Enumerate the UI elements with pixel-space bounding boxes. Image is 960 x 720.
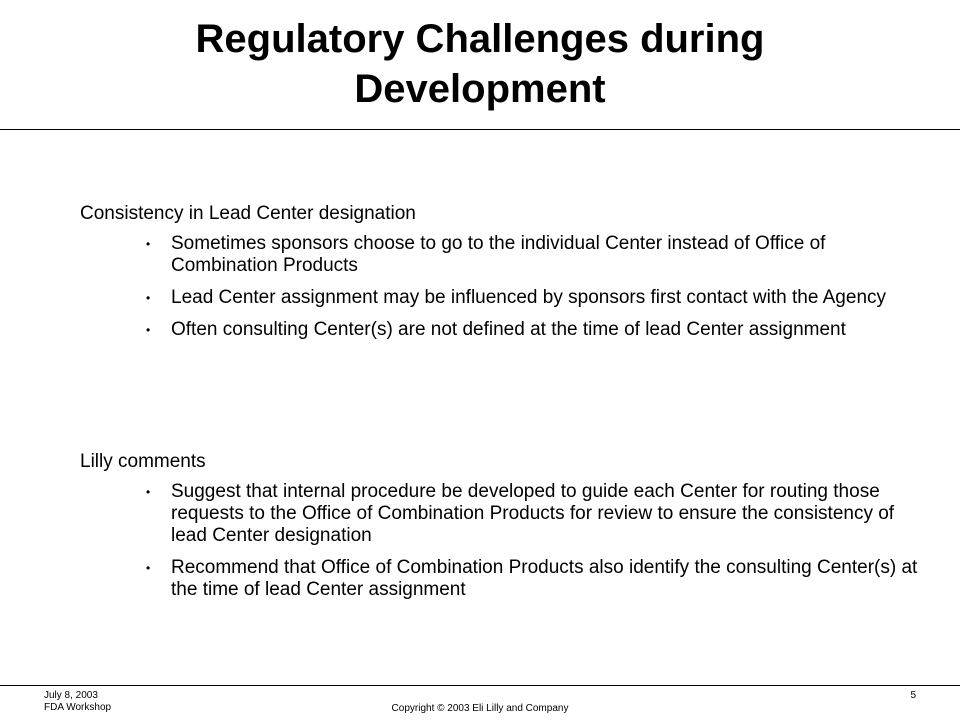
bullet-text: Often consulting Center(s) are not defined at the time of lead Center assignment (171, 319, 846, 340)
bullet-text: Suggest that internal procedure be developed to guide each Center for routing those requests to the Office of Combination Products for review to ensure the consistency of lead Center designation (171, 481, 895, 546)
bullet-icon: • (146, 291, 151, 305)
page-number: 5 (910, 690, 916, 701)
bullet-item (80, 481, 930, 547)
bullet-list (80, 233, 930, 341)
bullet-text: Lead Center assignment may be influenced by sponsors first contact with the Agency (171, 287, 887, 308)
bullet-text: Sometimes sponsors choose to go to the individual Center instead of Office of Combination Products (171, 233, 826, 276)
bullet-list (80, 481, 930, 601)
title-divider (0, 129, 960, 130)
bullet-icon: • (146, 237, 151, 251)
bullet-item (80, 287, 930, 309)
section-lilly-comments (80, 451, 930, 611)
footer-date: July 8, 2003 (44, 690, 98, 701)
section-heading: Lilly comments (80, 451, 206, 472)
footer-divider (0, 685, 960, 686)
slide-title-line-1: Regulatory Challenges during (195, 17, 765, 61)
bullet-icon: • (146, 561, 151, 575)
footer-copyright: Copyright © 2003 Eli Lilly and Company (391, 703, 569, 714)
section-lead-center-consistency (80, 203, 930, 351)
bullet-item (80, 233, 930, 277)
slide-title-line-2: Development (354, 67, 606, 111)
bullet-icon: • (146, 323, 151, 337)
footer-event: FDA Workshop (44, 702, 112, 713)
bullet-item (80, 319, 930, 341)
section-heading: Consistency in Lead Center designation (80, 203, 416, 224)
bullet-text: Recommend that Office of Combination Products also identify the consulting Center(s) at the time of lead Center assignment (171, 557, 918, 600)
slide-title (0, 14, 960, 114)
bullet-item (80, 557, 930, 601)
bullet-icon: • (146, 485, 151, 499)
